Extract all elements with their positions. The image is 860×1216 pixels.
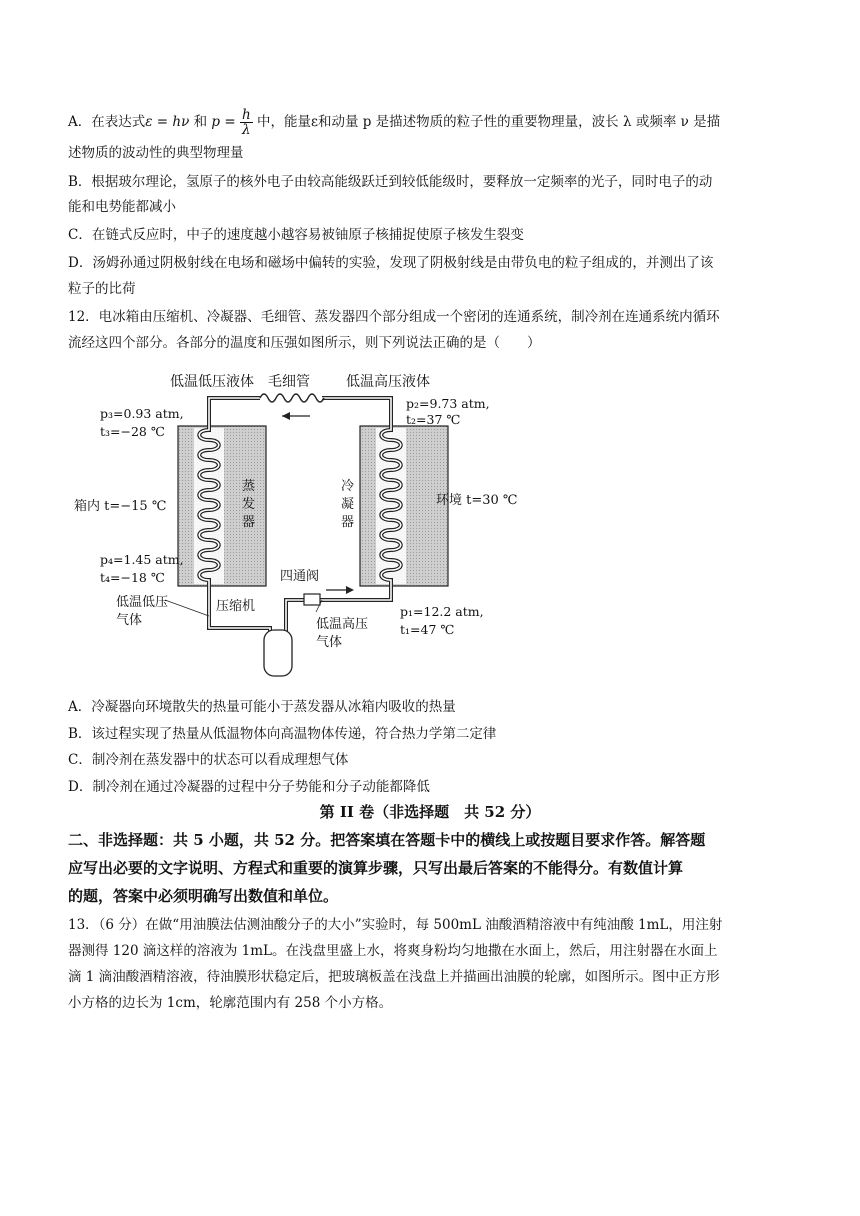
option-a-q11: A．在表达式ε = hν 和 p = $\frac{h}{\lambda}$ 中，能量ε和动量 p 是描述物质的粒子性的重要物理量，波长 λ 或频率 ν 是描: [68, 107, 721, 138]
option-b-q11-cont: 能和电势能都减小: [68, 199, 176, 215]
label-t3: t₃=−28 ℃: [100, 424, 165, 439]
label-high-gas-1: 低温高压: [316, 617, 369, 632]
compressor-icon: [264, 630, 292, 676]
label-high-gas-2: 气体: [316, 635, 343, 650]
option-d-q11: D．汤姆孙通过阴极射线在电场和磁场中偏转的实验，发现了阴极射线是由带负电的粒子组成的，并测出了该: [68, 255, 714, 271]
option-a-q12: A．冷凝器向环境散失的热量可能小于蒸发器从冰箱内吸收的热量: [68, 699, 456, 715]
option-d-q12: D．制冷剂在通过冷凝器的过程中分子势能和分子动能都降低: [68, 779, 430, 795]
label-low-gas-2: 气体: [116, 613, 143, 628]
label-low-gas-1: 低温低压: [116, 595, 169, 610]
question-12: 12．电冰箱由压缩机、冷凝器、毛细管、蒸发器四个部分组成一个密闭的连通系统，制冷剂在连通系统内循环: [68, 309, 720, 325]
label-env-temp: 环境 t=30 ℃: [436, 493, 518, 508]
four-way-valve-icon: [304, 594, 320, 605]
label-t2: t₂=37 ℃: [406, 412, 461, 427]
option-c-q11: C．在链式反应时，中子的速度越小越容易被铀原子核捕捉使原子核发生裂变: [68, 227, 524, 243]
label-p2: p₂=9.73 atm,: [406, 396, 490, 411]
label-inside-temp: 箱内 t=−15 ℃: [74, 499, 167, 514]
question-13-cont-1: 器测得 120 滴这样的溶液为 1mL。在浅盘里盛上水，将爽身粉均匀地撒在水面上，然后，用注射器在水面上: [68, 943, 718, 959]
label-capillary: 毛细管: [268, 374, 310, 390]
question-13-cont-3: 小方格的边长为 1cm，轮廓范围内有 258 个小方格。: [68, 995, 393, 1011]
label-valve: 四通阀: [280, 569, 320, 584]
option-d-q11-cont: 粒子的比荷: [68, 281, 136, 297]
part2-instructions-2: 应写出必要的文字说明、方程式和重要的演算步骤，只写出最后答案的不能得分。有数值计算: [68, 859, 684, 877]
label-top-right: 低温高压液体: [346, 374, 430, 390]
option-b-q12: B．该过程实现了热量从低温物体向高温物体传递，符合热力学第二定律: [68, 726, 497, 742]
option-c-q12: C．制冷剂在蒸发器中的状态可以看成理想气体: [68, 752, 349, 768]
label-condenser-1: 冷: [341, 479, 355, 494]
label-p3: p₃=0.93 atm,: [100, 406, 184, 421]
label-p4: p₄=1.45 atm,: [100, 552, 184, 567]
label-condenser-3: 器: [341, 515, 355, 530]
label-t4: t₄=−18 ℃: [100, 570, 165, 585]
label-evaporator-2: 发: [242, 497, 256, 512]
label-compressor: 压缩机: [216, 599, 256, 614]
section-title: 第 II 卷（非选择题 共 52 分）: [319, 803, 541, 821]
label-p1: p₁=12.2 atm,: [400, 604, 484, 619]
h-over-lambda-fraction: $\frac{h}{\lambda}$: [241, 107, 251, 138]
option-b-q11: B．根据玻尔理论，氢原子的核外电子由较高能级跃迁到较低能级时，要释放一定频率的光子，同时电子的动: [68, 174, 713, 190]
label-evaporator-1: 蒸: [242, 479, 256, 494]
label-evaporator-3: 器: [242, 515, 256, 530]
refrigerator-diagram: [70, 368, 540, 680]
top-pipe: [209, 398, 391, 426]
option-a-q11-cont: 述物质的波动性的典型物理量: [68, 145, 244, 161]
capillary-tube: [260, 394, 324, 402]
question-13-cont-2: 滴 1 滴油酸酒精溶液，待油膜形状稳定后，把玻璃板盖在浅盘上并描画出油膜的轮廓，如图所示。图中正方形: [68, 969, 720, 985]
part2-instructions-3: 的题，答案中必须明确写出数值和单位。: [68, 887, 339, 905]
label-top-left: 低温低压液体: [170, 374, 254, 390]
part2-instructions: 二、非选择题：共 5 小题，共 52 分。把答案填在答题卡中的横线上或按题目要求作答。解答题: [68, 831, 706, 849]
question-13: 13．（6 分）在做“用油膜法估测油酸分子的大小”实验时，每 500mL 油酸酒精溶液中有纯油酸 1mL，用注射: [68, 917, 723, 933]
label-condenser-2: 凝: [341, 497, 355, 512]
label-t1: t₁=47 ℃: [400, 622, 455, 637]
question-12-cont: 流经这四个部分。各部分的温度和压强如图所示，则下列说法正确的是（ ）: [68, 335, 541, 351]
